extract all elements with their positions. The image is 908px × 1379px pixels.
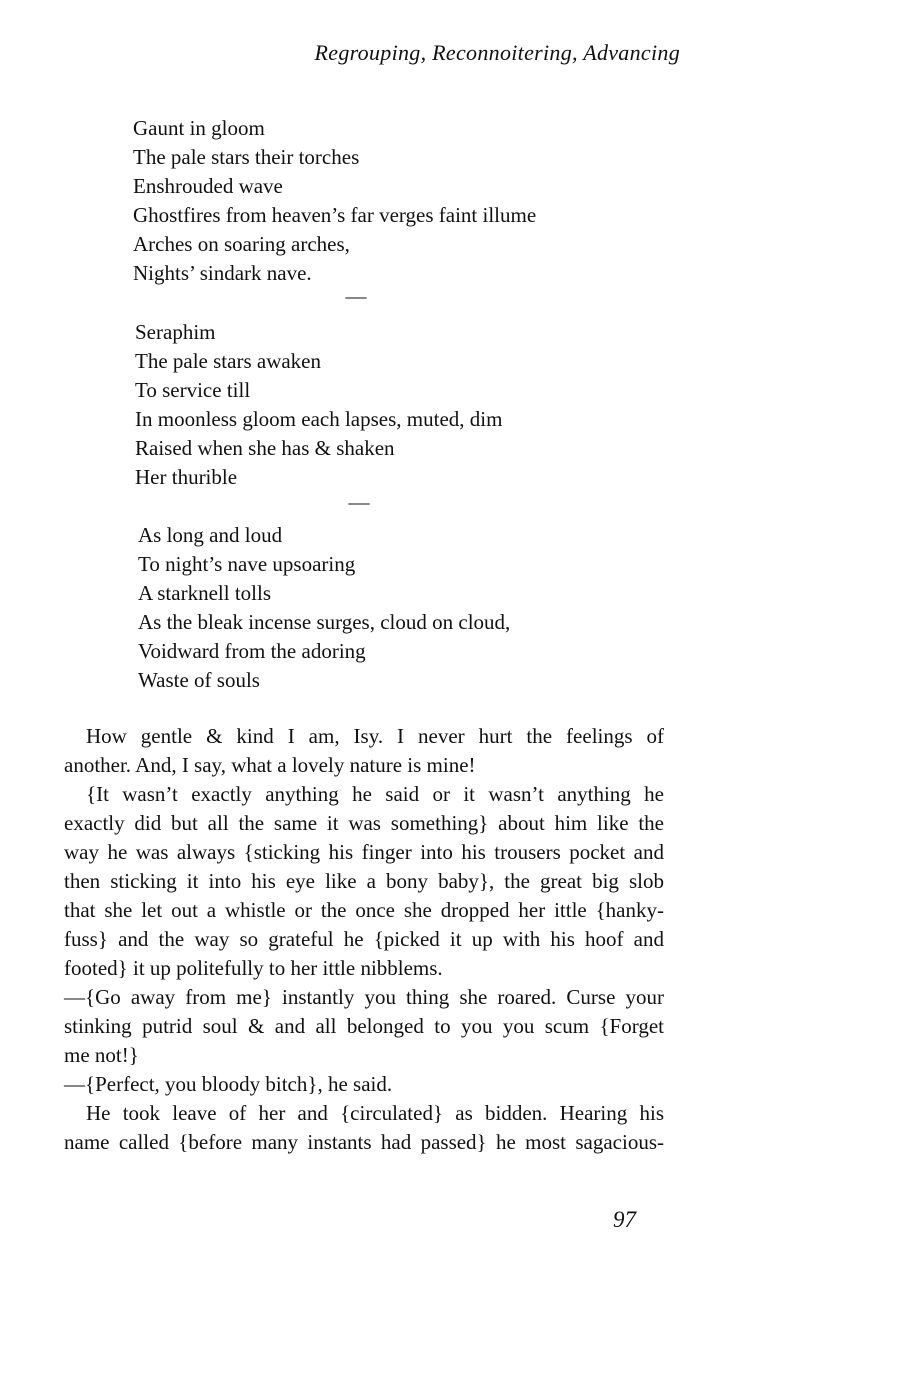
poem-line: Raised when she has & shaken — [135, 436, 395, 460]
poem-stanza-1 — [133, 114, 536, 288]
poem-line: A starknell tolls — [138, 581, 271, 605]
poem-line: The pale stars their torches — [133, 145, 360, 169]
poem-line: The pale stars awaken — [135, 349, 321, 373]
prose-line: He took leave of her and {circulated} as bidden. Hearing his — [86, 1101, 664, 1125]
prose-line: way he was always {sticking his finger into his trousers pocket and — [64, 840, 664, 864]
stanza-divider: — — [345, 284, 367, 308]
prose-line: that she let out a whistle or the once she dropped her ittle {hanky- — [64, 898, 664, 922]
prose-body — [64, 722, 664, 1157]
prose-line: {It wasn’t exactly anything he said or it wasn’t anything he — [86, 782, 664, 806]
poem-line: As long and loud — [138, 523, 283, 547]
page-number: 97 — [613, 1207, 636, 1232]
prose-line: me not!} — [64, 1043, 139, 1067]
running-head: Regrouping, Reconnoitering, Advancing — [314, 40, 680, 65]
poem-line: In moonless gloom each lapses, muted, dim — [135, 407, 503, 431]
poem-stanza-3 — [138, 521, 510, 695]
prose-line: footed} it up politefully to her ittle nibblems. — [64, 956, 443, 980]
poem-line: To service till — [135, 378, 251, 402]
prose-line: How gentle & kind I am, Isy. I never hurt the feelings of — [86, 724, 664, 748]
poem-line: Arches on soaring arches, — [133, 232, 350, 256]
poem-line: Nights’ sindark nave. — [133, 261, 312, 285]
prose-line: name called {before many instants had passed} he most sagacious- — [64, 1130, 664, 1154]
poem-line: Seraphim — [135, 320, 216, 344]
prose-line: then sticking it into his eye like a bony baby}, the great big slob — [64, 869, 664, 893]
poem-line: To night’s nave upsoaring — [138, 552, 356, 576]
poem-line: Gaunt in gloom — [133, 116, 265, 140]
prose-line: fuss} and the way so grateful he {picked it up with his hoof and — [64, 927, 664, 951]
prose-line: stinking putrid soul & and all belonged to you you scum {Forget — [64, 1014, 664, 1038]
poem-line: Voidward from the adoring — [138, 639, 366, 663]
poem-stanza-2 — [135, 318, 502, 492]
poem-line: Ghostfires from heaven’s far verges faint illume — [133, 203, 537, 227]
stanza-divider: — — [348, 490, 370, 514]
poem-line: Her thurible — [135, 465, 238, 489]
prose-line: —{Go away from me} instantly you thing she roared. Curse your — [64, 985, 664, 1009]
poem-line: As the bleak incense surges, cloud on cloud, — [138, 610, 511, 634]
poem-line: Waste of souls — [138, 668, 260, 692]
prose-line: —{Perfect, you bloody bitch}, he said. — [64, 1072, 393, 1096]
prose-line: exactly did but all the same it was something} about him like the — [64, 811, 664, 835]
poem-line: Enshrouded wave — [133, 174, 283, 198]
prose-line: another. And, I say, what a lovely nature is mine! — [64, 753, 476, 777]
